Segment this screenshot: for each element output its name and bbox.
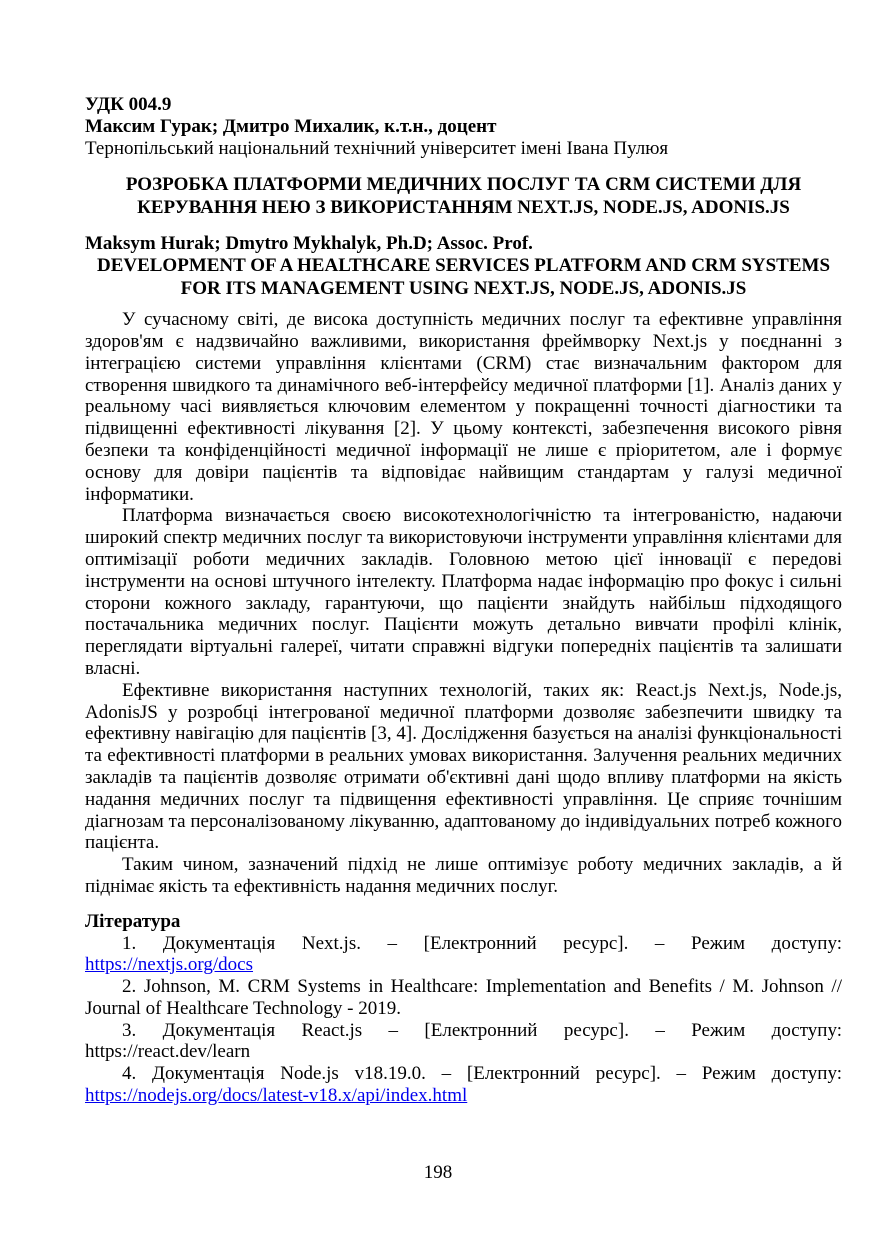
paragraph-platform: Платформа визначається своєю високотехнологічністю та інтегрованістю, надаючи широкий спектр медичних послуг та використовуючи інструменти управління клієнтами для оптимізації роботи медичних закладів. Головною метою цієї інновації є передові інструменти на основі штучного інтелекту. Платформа надає інформацію про фокус і сильні сторони кожного закладу, гарантуючи, що пацієнти знайдуть найбільш підходящого постачальника медичних послуг. Пацієнти можуть детально вивчати профілі клінік, переглядати віртуальні галереї, читати справжні відгуки попередніх пацієнтів та залишати власні.: [85, 505, 842, 679]
reference-item-3: [85, 1020, 842, 1064]
paragraph-technologies: Ефективне використання наступних технологій, таких як: React.js Next.js, Node.js, AdonisJS у розробці інтегрованої медичної платформи дозволяє забезпечити швидку та ефективну навігацію для пацієнтів [3, 4]. Дослідження базується на аналізі функціональності та ефективності платформи в реальних умовах використання. Залучення реальних медичних закладів та пацієнтів дозволяє отримати об'єктивні дані щодо впливу платформи на якість надання медичних послуг та підвищення ефективності управління. Це сприяє точнішим діагнозам та персоналізованому лікуванню, адаптованому до індивідуальних потреб кожного пацієнта.: [85, 679, 842, 854]
references-heading: Література: [85, 910, 181, 932]
authors-english: Maksym Hurak; Dmytro Mykhalyk, Ph.D; Assoc. Prof.: [85, 233, 533, 255]
reference-link-nextjs[interactable]: https://nextjs.org/docs: [85, 954, 254, 976]
reference-item-2: [85, 976, 842, 1020]
reference-item-1: [85, 933, 842, 977]
reference-link-nodejs[interactable]: https://nodejs.org/docs/latest-v18.x/api/index.html: [85, 1085, 468, 1107]
page-number: 198: [423, 1162, 453, 1183]
paragraph-conclusion: Таким чином, зазначений підхід не лише оптимізує роботу медичних закладів, а й піднімає якість та ефективність надання медичних послуг.: [85, 854, 842, 897]
page-content: [85, 94, 842, 1107]
paragraph-intro: У сучасному світі, де висока доступність медичних послуг та ефективне управління здоров'ям є надзвичайно важливими, використання фреймворку Next.js у поєднанні з інтеграцією системи управління клієнтами (CRM) стає визначальним фактором для створення швидкого та динамічного веб-інтерфейсу медичної платформи [1]. Аналіз даних у реальному часі виявляється ключовим елементом у покращенні точності діагностики та підвищенні ефективності лікування [2]. У цьому контексті, забезпечення високого рівня безпеки та конфіденційності медичної інформації не лише є пріоритетом, але і формує основу для довіри пацієнтів та відповідає найвищим стандартам у галузі медичної інформатики.: [85, 309, 842, 505]
reference-item-4: [85, 1063, 842, 1107]
reference-text: 1. Документація Next.js. – [Електронний ресурс]. – Режим доступу:: [122, 932, 842, 954]
title-english: DEVELOPMENT OF A HEALTHCARE SERVICES PLATFORM AND CRM SYSTEMS FOR ITS MANAGEMENT USING NEXT.JS, NODE.JS, ADONIS.JS: [96, 255, 831, 299]
reference-url-react: https://react.dev/learn: [85, 1041, 251, 1063]
reference-text: 4. Документація Node.js v18.19.0. – [Електронний ресурс]. – Режим доступу:: [122, 1063, 842, 1085]
reference-text: 3. Документація React.js – [Електронний ресурс]. – Режим доступу:: [122, 1019, 842, 1041]
affiliation: Тернопільський національний технічний університет імені Івана Пулюя: [85, 137, 669, 159]
reference-text: 2. Johnson, M. CRM Systems in Healthcare: Implementation and Benefits / M. Johnson // Journal of Healthcare Technology - 2019.: [85, 976, 842, 1019]
authors-ukrainian: Максим Гурак; Дмитро Михалик, к.т.н., доцент: [85, 115, 497, 137]
title-ukrainian: РОЗРОБКА ПЛАТФОРМИ МЕДИЧНИХ ПОСЛУГ ТА CRM СИСТЕМИ ДЛЯ КЕРУВАННЯ НЕЮ З ВИКОРИСТАННЯМ NEXT.JS, NODE.JS, ADONIS.JS: [125, 174, 802, 218]
udc-number: УДК 004.9: [85, 94, 172, 115]
